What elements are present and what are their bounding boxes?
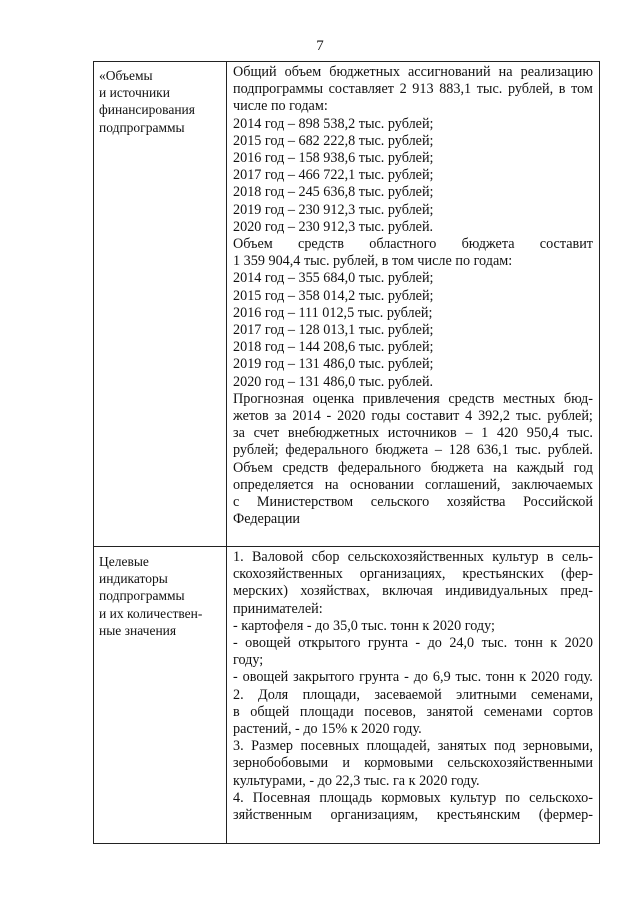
content-line: мерских) хозяйствах, включая индивидуальных пред- — [233, 583, 593, 600]
content-line: 1. Валовой сбор сельскохозяйственных культур в сель- — [233, 549, 593, 565]
content-line: 2019 год – 230 912,3 тыс. рублей; — [233, 201, 434, 218]
row-label-line: и источники — [99, 85, 170, 101]
content-line: 2014 год – 898 538,2 тыс. рублей; — [233, 115, 434, 132]
content-line: 2017 год – 128 013,1 тыс. рублей; — [233, 322, 434, 339]
row-label-line: и их количествен- — [99, 605, 203, 621]
content-line: 2020 год – 230 912,3 тыс. рублей. — [233, 218, 434, 235]
content-line: скохозяйственных организациях, крестьянских (фер- — [233, 566, 593, 583]
content-line: 2018 год – 144 208,6 тыс. рублей; — [233, 339, 434, 356]
content-line: с Министерством сельского хозяйства Российской — [233, 494, 593, 511]
content-line: Федерации — [233, 511, 301, 528]
content-line: 2018 год – 245 636,8 тыс. рублей; — [233, 184, 434, 201]
content-line: растений, - до 15% к 2020 году. — [233, 721, 422, 738]
content-line: 2015 год – 358 014,2 тыс. рублей; — [233, 287, 434, 304]
content-line: 2015 год – 682 222,8 тыс. рублей; — [233, 132, 434, 149]
content-line: - овощей закрытого грунта - до 6,9 тыс. тонн к 2020 году. — [233, 669, 593, 686]
content-line: Объем средств областного бюджета составит — [233, 236, 593, 253]
content-line: 3. Размер посевных площадей, занятых под зерновыми, — [233, 738, 593, 755]
row-content-cell — [227, 62, 600, 547]
content-line: культурами, - до 22,3 тыс. га к 2020 году. — [233, 772, 480, 789]
content-line: подпрограммы составляет 2 913 883,1 тыс. рублей, в том — [233, 81, 593, 98]
content-line: числе по годам: — [233, 98, 328, 115]
row-label-cell — [94, 547, 227, 844]
row-label-line: финансирования — [99, 102, 195, 118]
row-label-line: «Объемы — [99, 68, 153, 83]
row-label-line: индикаторы — [99, 571, 168, 587]
content-line: - овощей открытого грунта - до 24,0 тыс. тонн к 2020 — [233, 635, 593, 652]
content-line: 2017 год – 466 722,1 тыс. рублей; — [233, 167, 434, 184]
content-line: 2020 год – 131 486,0 тыс. рублей. — [233, 373, 434, 390]
table-row-funding — [94, 62, 600, 547]
row-label-line: ные значения — [99, 622, 177, 638]
content-line: за счет внебюджетных источников – 1 420 950,4 тыс. — [233, 425, 593, 442]
content-line: Общий объем бюджетных ассигнований на реализацию — [233, 64, 593, 80]
content-line: 4. Посевная площадь кормовых культур по сельскохо- — [233, 789, 593, 806]
content-line: Прогнозная оценка привлечения средств местных бюд- — [233, 390, 593, 407]
content-line: 2016 год – 111 012,5 тыс. рублей; — [233, 304, 433, 321]
row-label-line: Целевые — [99, 554, 149, 569]
content-line: определяется на основании соглашений, заключаемых — [233, 476, 593, 493]
content-line: зернобобовыми и кормовыми сельскохозяйственными — [233, 755, 593, 772]
content-line: 2014 год – 355 684,0 тыс. рублей; — [233, 270, 434, 287]
page-number: 7 — [316, 38, 324, 54]
content-line: зяйственным организациям, крестьянским (фермер- — [233, 807, 593, 824]
content-line: в общей площади посевов, занятой семенами сортов — [233, 703, 593, 720]
table-row-indicators — [94, 547, 600, 844]
content-line: рублей; федерального бюджета – 128 636,1 тыс. рублей. — [233, 442, 593, 459]
content-line: 2. Доля площади, засеваемой элитными семенами, — [233, 686, 593, 703]
content-line: принимателей: — [233, 600, 323, 617]
content-line: 2019 год – 131 486,0 тыс. рублей; — [233, 356, 434, 373]
passport-table — [93, 61, 600, 844]
row-content-cell — [227, 547, 600, 844]
row-label-cell — [94, 62, 227, 547]
content-line: жетов за 2014 - 2020 годы составит 4 392,2 тыс. рублей; — [233, 408, 593, 425]
row-label-line: подпрограммы — [99, 588, 185, 604]
content-line: году; — [233, 652, 264, 669]
content-line: - картофеля - до 35,0 тыс. тонн к 2020 году; — [233, 617, 495, 634]
row-label-line: подпрограммы — [99, 119, 185, 135]
content-line: 2016 год – 158 938,6 тыс. рублей; — [233, 150, 434, 167]
content-line: Объем средств федерального бюджета на каждый год — [233, 459, 593, 476]
content-line: 1 359 904,4 тыс. рублей, в том числе по годам: — [233, 253, 513, 270]
